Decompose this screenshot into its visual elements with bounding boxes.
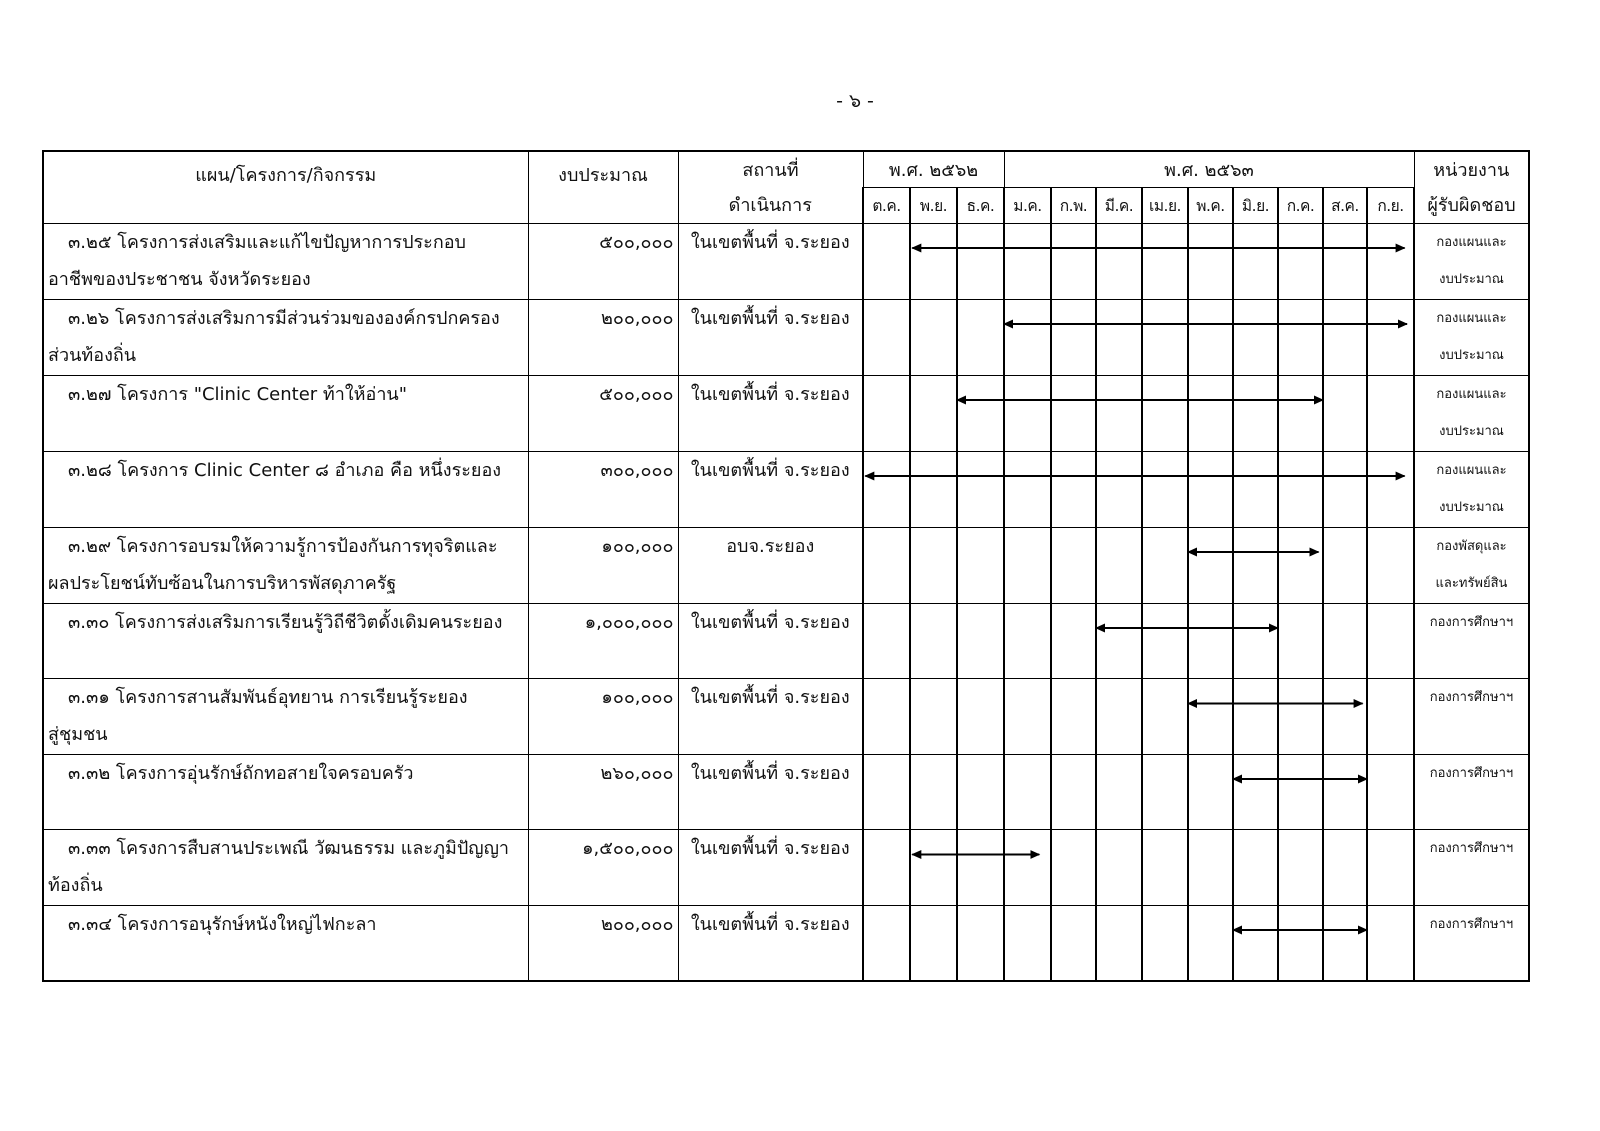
month-cell	[910, 830, 957, 906]
unit-line2: งบประมาณ	[1439, 272, 1504, 287]
month-cell	[1278, 451, 1323, 527]
month-cell	[910, 223, 957, 299]
header-plan: แผน/โครงการ/กิจกรรม	[43, 151, 528, 223]
month-cell	[910, 451, 957, 527]
budget-cell: ๒๖๐,๐๐๐	[528, 754, 678, 830]
month-cell	[1142, 527, 1188, 603]
month-cell	[1367, 451, 1414, 527]
table-row	[43, 223, 1529, 299]
month-cell	[1278, 223, 1323, 299]
month-cell	[1233, 223, 1278, 299]
month-cell	[1367, 830, 1414, 906]
header-unit-2: ผู้รับผิดชอบ	[1414, 187, 1529, 223]
month-cell	[1323, 603, 1367, 679]
month-cell	[910, 527, 957, 603]
month-cell	[910, 679, 957, 755]
header-row-top	[43, 151, 1529, 187]
unit-line1: กองการศึกษาฯ	[1429, 841, 1514, 856]
project-name	[43, 527, 528, 603]
month-cell	[863, 451, 910, 527]
project-name-line1: ๓.๒๙ โครงการอบรมให้ความรู้การป้องกันการทุจริตและ	[68, 535, 498, 557]
responsible-unit	[1414, 527, 1529, 603]
location-cell: อบจ.ระยอง	[678, 527, 863, 603]
project-name	[43, 451, 528, 527]
table-row	[43, 375, 1529, 451]
month-cell	[1188, 754, 1233, 830]
month-cell	[910, 299, 957, 375]
month-cell	[1004, 830, 1051, 906]
project-name	[43, 223, 528, 299]
header-location-2: ดำเนินการ	[678, 187, 863, 223]
month-sep: ก.ย.	[1367, 187, 1414, 223]
month-cell	[1233, 299, 1278, 375]
month-apr: เม.ย.	[1142, 187, 1188, 223]
month-cell	[1323, 830, 1367, 906]
unit-line1: กองแผนและ	[1436, 234, 1507, 250]
responsible-unit	[1414, 375, 1529, 451]
month-cell	[1233, 754, 1278, 830]
month-cell	[957, 754, 1004, 830]
unit-line2: งบประมาณ	[1439, 500, 1504, 515]
month-cell	[1004, 603, 1051, 679]
month-cell	[1233, 905, 1278, 981]
month-cell	[910, 375, 957, 451]
month-cell	[957, 679, 1004, 755]
month-oct: ต.ค.	[863, 187, 910, 223]
month-cell	[1004, 451, 1051, 527]
unit-line1: กองการศึกษาฯ	[1429, 614, 1514, 630]
location-cell: ในเขตพื้นที่ จ.ระยอง	[678, 603, 863, 679]
unit-line1: กองแผนและ	[1436, 462, 1507, 478]
month-cell	[1367, 527, 1414, 603]
project-name-line1: ๓.๓๐ โครงการส่งเสริมการเรียนรู้วิถีชีวิตดั้งเดิมคนระยอง	[68, 611, 503, 633]
month-cell	[1142, 754, 1188, 830]
budget-cell: ๕๐๐,๐๐๐	[528, 375, 678, 451]
location-cell: ในเขตพื้นที่ จ.ระยอง	[678, 451, 863, 527]
page-number: - ๖ -	[836, 90, 874, 112]
month-cell	[1233, 527, 1278, 603]
month-cell	[1142, 830, 1188, 906]
month-cell	[1323, 223, 1367, 299]
project-name-line2: ส่วนท้องถิ่น	[48, 344, 137, 366]
budget-cell: ๑๐๐,๐๐๐	[528, 679, 678, 755]
month-cell	[1051, 223, 1096, 299]
month-dec: ธ.ค.	[957, 187, 1004, 223]
unit-line2: และทรัพย์สิน	[1435, 576, 1508, 591]
project-name-line1: ๓.๒๘ โครงการ Clinic Center ๘ อำเภอ คือ หนึ่งระยอง	[68, 459, 502, 481]
month-cell	[1188, 679, 1233, 755]
project-name-line1: ๓.๒๗ โครงการ "Clinic Center ท้าให้อ่าน"	[68, 383, 408, 405]
location-cell: ในเขตพื้นที่ จ.ระยอง	[678, 679, 863, 755]
month-cell	[1278, 603, 1323, 679]
table-row	[43, 830, 1529, 906]
project-name	[43, 375, 528, 451]
budget-cell: ๒๐๐,๐๐๐	[528, 905, 678, 981]
table-row	[43, 679, 1529, 755]
responsible-unit	[1414, 603, 1529, 679]
month-cell	[957, 451, 1004, 527]
month-cell	[1323, 905, 1367, 981]
month-cell	[863, 375, 910, 451]
project-name-line2: อาชีพของประชาชน จังหวัดระยอง	[48, 268, 311, 290]
month-cell	[1323, 299, 1367, 375]
month-cell	[863, 223, 910, 299]
month-cell	[957, 299, 1004, 375]
month-cell	[1096, 679, 1142, 755]
month-cell	[1096, 223, 1142, 299]
month-cell	[863, 679, 910, 755]
month-cell	[1004, 527, 1051, 603]
month-cell	[1367, 754, 1414, 830]
month-cell	[1233, 451, 1278, 527]
month-cell	[863, 830, 910, 906]
month-cell	[910, 603, 957, 679]
table-row	[43, 905, 1529, 981]
month-cell	[1004, 905, 1051, 981]
month-cell	[1278, 299, 1323, 375]
month-cell	[957, 603, 1004, 679]
month-cell	[1367, 603, 1414, 679]
location-cell: ในเขตพื้นที่ จ.ระยอง	[678, 830, 863, 906]
month-cell	[863, 299, 910, 375]
month-cell	[863, 905, 910, 981]
month-cell	[1051, 451, 1096, 527]
unit-line1: กองการศึกษาฯ	[1429, 916, 1514, 932]
month-cell	[1096, 905, 1142, 981]
month-cell	[1278, 679, 1323, 755]
month-cell	[1233, 830, 1278, 906]
header-budget: งบประมาณ	[528, 151, 678, 223]
project-name	[43, 679, 528, 755]
unit-line1: กองแผนและ	[1436, 386, 1507, 402]
month-cell	[1233, 603, 1278, 679]
month-mar: มี.ค.	[1096, 187, 1142, 223]
project-name-line1: ๓.๓๒ โครงการอุ่นรักษ์ถักทอสายใจครอบครัว	[68, 762, 414, 784]
month-cell	[1323, 679, 1367, 755]
month-cell	[1051, 754, 1096, 830]
month-cell	[957, 830, 1004, 906]
month-aug: ส.ค.	[1323, 187, 1367, 223]
month-cell	[1188, 223, 1233, 299]
month-cell	[1323, 754, 1367, 830]
table-row	[43, 299, 1529, 375]
responsible-unit	[1414, 905, 1529, 981]
month-cell	[1188, 451, 1233, 527]
responsible-unit	[1414, 451, 1529, 527]
month-cell	[910, 905, 957, 981]
month-jan: ม.ค.	[1004, 187, 1051, 223]
month-cell	[1051, 375, 1096, 451]
month-may: พ.ค.	[1188, 187, 1233, 223]
month-cell	[1367, 299, 1414, 375]
month-cell	[1004, 299, 1051, 375]
month-cell	[1051, 679, 1096, 755]
project-name	[43, 603, 528, 679]
unit-line1: กองการศึกษาฯ	[1429, 690, 1514, 705]
project-name-line2: ผลประโยชน์ทับซ้อนในการบริหารพัสดุภาครัฐ	[48, 572, 397, 594]
table-row	[43, 527, 1529, 603]
month-cell	[1142, 603, 1188, 679]
location-cell: ในเขตพื้นที่ จ.ระยอง	[678, 905, 863, 981]
location-cell: ในเขตพื้นที่ จ.ระยอง	[678, 375, 863, 451]
project-name	[43, 754, 528, 830]
location-cell: ในเขตพื้นที่ จ.ระยอง	[678, 223, 863, 299]
month-cell	[1096, 527, 1142, 603]
project-name-line2: ท้องถิ่น	[48, 875, 103, 896]
month-cell	[863, 603, 910, 679]
month-cell	[1367, 905, 1414, 981]
month-cell	[1233, 375, 1278, 451]
project-name	[43, 905, 528, 981]
month-cell	[1096, 375, 1142, 451]
month-cell	[957, 527, 1004, 603]
month-cell	[1188, 603, 1233, 679]
month-cell	[1004, 375, 1051, 451]
month-cell	[1096, 451, 1142, 527]
month-cell	[1367, 375, 1414, 451]
table-row	[43, 754, 1529, 830]
month-cell	[863, 527, 910, 603]
month-cell	[910, 754, 957, 830]
month-feb: ก.พ.	[1051, 187, 1096, 223]
unit-line1: กองการศึกษาฯ	[1429, 765, 1514, 781]
responsible-unit	[1414, 754, 1529, 830]
month-cell	[1278, 754, 1323, 830]
month-cell	[1188, 527, 1233, 603]
table-row	[43, 603, 1529, 679]
month-cell	[1096, 830, 1142, 906]
month-cell	[1051, 905, 1096, 981]
budget-cell: ๓๐๐,๐๐๐	[528, 451, 678, 527]
month-cell	[1188, 905, 1233, 981]
month-cell	[1188, 299, 1233, 375]
month-cell	[957, 905, 1004, 981]
budget-cell: ๑,๐๐๐,๐๐๐	[528, 603, 678, 679]
budget-cell: ๕๐๐,๐๐๐	[528, 223, 678, 299]
month-cell	[1367, 679, 1414, 755]
project-name-line1: ๓.๓๔ โครงการอนุรักษ์หนังใหญ่ไฟกะลา	[68, 913, 377, 935]
month-cell	[1096, 603, 1142, 679]
responsible-unit	[1414, 299, 1529, 375]
month-nov: พ.ย.	[910, 187, 957, 223]
responsible-unit	[1414, 223, 1529, 299]
project-name-line2: สู่ชุมชน	[48, 724, 108, 745]
project-name-line1: ๓.๒๖ โครงการส่งเสริมการมีส่วนร่วมขององค์กรปกครอง	[68, 307, 500, 329]
month-cell	[1323, 451, 1367, 527]
month-cell	[1142, 223, 1188, 299]
month-cell	[1142, 905, 1188, 981]
month-cell	[1278, 830, 1323, 906]
project-plan-table	[42, 150, 1530, 982]
header-location-1: สถานที่	[678, 151, 863, 187]
project-name-line1: ๓.๒๕ โครงการส่งเสริมและแก้ไขปัญหาการประกอบ	[68, 231, 466, 253]
unit-line2: งบประมาณ	[1439, 424, 1504, 439]
month-cell	[1278, 527, 1323, 603]
responsible-unit	[1414, 830, 1529, 906]
header-year-2562: พ.ศ. ๒๕๖๒	[863, 151, 1004, 187]
budget-cell: ๑๐๐,๐๐๐	[528, 527, 678, 603]
month-cell	[1367, 223, 1414, 299]
month-cell	[1142, 299, 1188, 375]
month-cell	[1142, 451, 1188, 527]
month-cell	[863, 754, 910, 830]
month-cell	[957, 223, 1004, 299]
month-cell	[1233, 679, 1278, 755]
month-cell	[1278, 905, 1323, 981]
budget-cell: ๑,๕๐๐,๐๐๐	[528, 830, 678, 906]
unit-line2: งบประมาณ	[1439, 348, 1504, 363]
responsible-unit	[1414, 679, 1529, 755]
month-cell	[1051, 830, 1096, 906]
month-cell	[1096, 299, 1142, 375]
budget-cell: ๒๐๐,๐๐๐	[528, 299, 678, 375]
unit-line1: กองพัสดุและ	[1436, 538, 1507, 554]
month-cell	[1051, 603, 1096, 679]
month-cell	[1142, 375, 1188, 451]
month-cell	[1188, 830, 1233, 906]
month-cell	[1004, 679, 1051, 755]
month-cell	[1051, 527, 1096, 603]
month-cell	[1323, 375, 1367, 451]
header-unit-1: หน่วยงาน	[1414, 151, 1529, 187]
month-cell	[1004, 754, 1051, 830]
project-name-line1: ๓.๓๓ โครงการสืบสานประเพณี วัฒนธรรม และภูมิปัญญา	[68, 838, 510, 859]
month-cell	[1278, 375, 1323, 451]
month-cell	[1142, 679, 1188, 755]
unit-line1: กองแผนและ	[1436, 310, 1507, 326]
table-row	[43, 451, 1529, 527]
project-name-line1: ๓.๓๑ โครงการสานสัมพันธ์อุทยาน การเรียนรู้ระยอง	[68, 687, 468, 708]
month-cell	[957, 375, 1004, 451]
header-year-2563: พ.ศ. ๒๕๖๓	[1004, 151, 1414, 187]
month-jul: ก.ค.	[1278, 187, 1323, 223]
month-cell	[1051, 299, 1096, 375]
project-name	[43, 830, 528, 906]
project-name	[43, 299, 528, 375]
month-cell	[1004, 223, 1051, 299]
month-cell	[1096, 754, 1142, 830]
month-cell	[1188, 375, 1233, 451]
month-jun: มิ.ย.	[1233, 187, 1278, 223]
location-cell: ในเขตพื้นที่ จ.ระยอง	[678, 754, 863, 830]
location-cell: ในเขตพื้นที่ จ.ระยอง	[678, 299, 863, 375]
month-cell	[1323, 527, 1367, 603]
